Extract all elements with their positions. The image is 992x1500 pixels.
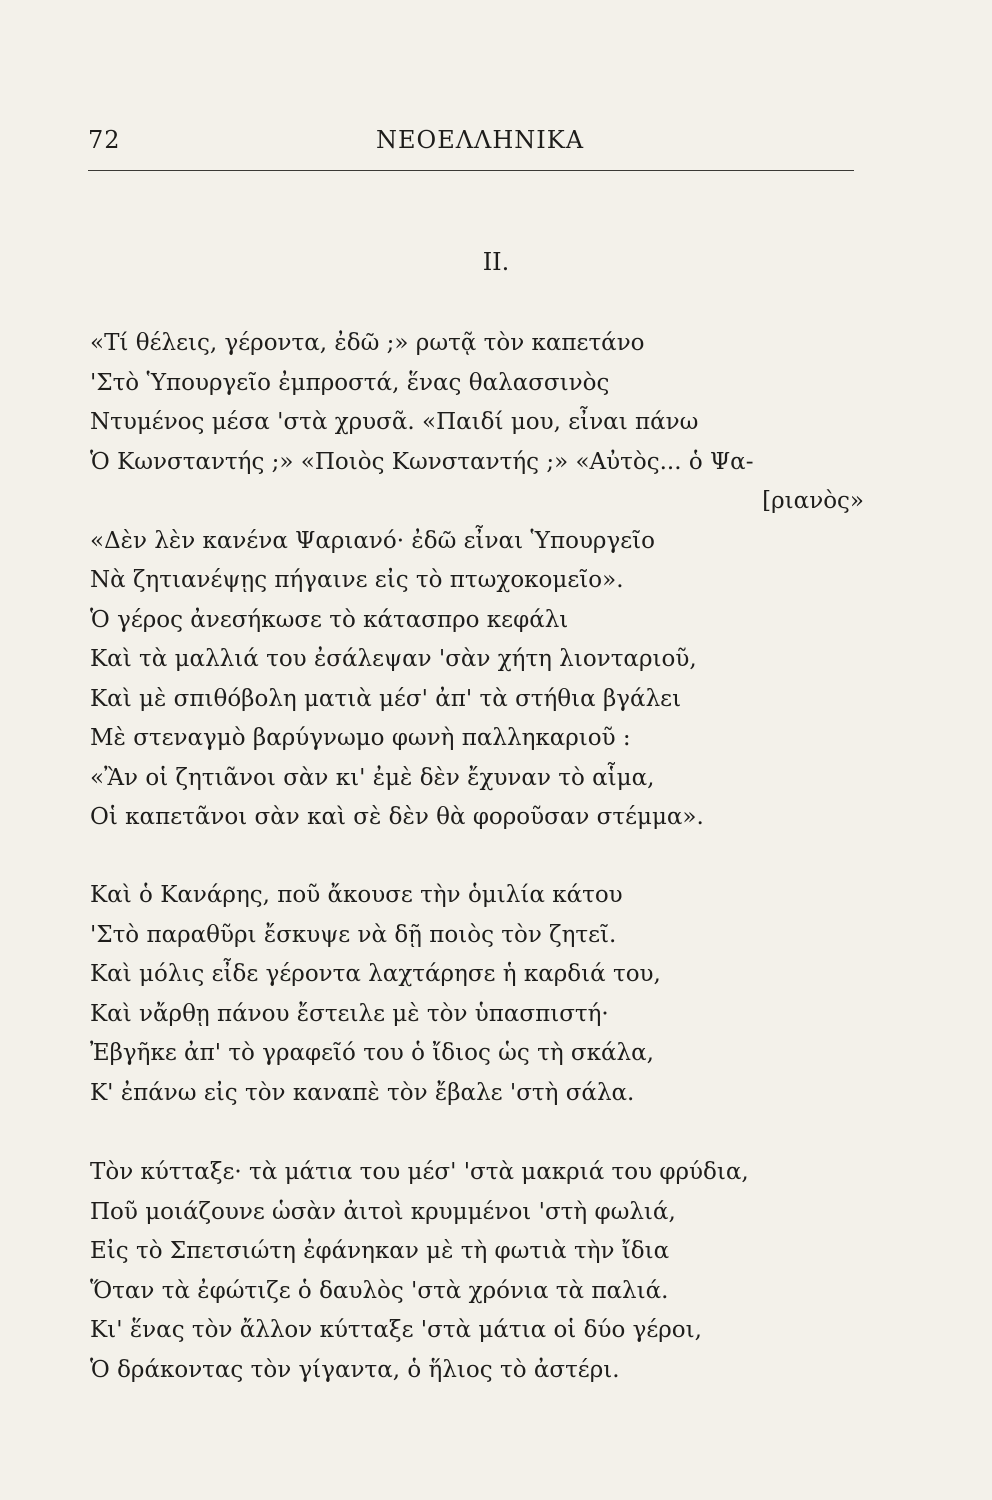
verse-line: Καὶ μόλις εἶδε γέροντα λαχτάρησε ἡ καρδιά του, <box>90 961 661 987</box>
page-header <box>88 126 868 166</box>
stanza <box>90 876 870 1113</box>
verse-line: «Ἂν οἱ ζητιᾶνοι σὰν κι' ἐμὲ δὲν ἔχυναν τὸ αἷμα, <box>90 764 655 791</box>
verse-line: Εἰς τὸ Σπετσιώτη ἐφάνηκαν μὲ τὴ φωτιὰ τὴν ἴδια <box>90 1238 670 1264</box>
verse-line: Μὲ στεναγμὸ βαρύγνωμο φωνὴ παλληκαριοῦ : <box>90 725 631 751</box>
verse-line: Ὁ δράκοντας τὸν γίγαντα, ὁ ἥλιος τὸ ἀστέρι. <box>90 1356 620 1383</box>
stanza <box>90 324 870 838</box>
running-title: ΝΕΟΕΛΛΗΝΙΚΑ <box>376 126 585 154</box>
header-rule <box>88 170 854 171</box>
verse-line: Ντυμένος μέσα 'στὰ χρυσᾶ. «Παιδί μου, εἶναι πάνω <box>90 409 699 435</box>
verse-line: Καὶ νἄρθῃ πάνου ἔστειλε μὲ τὸν ὑπασπιστή· <box>90 1000 609 1027</box>
verse-line: Ὁ γέρος ἀνεσήκωσε τὸ κάτασπρο κεφάλι <box>90 606 569 633</box>
stanza <box>90 1153 870 1390</box>
verse-line: Τὸν κύτταξε· τὰ μάτια του μέσ' 'στὰ μακριά του φρύδια, <box>90 1159 749 1185</box>
verse-line: Ὅταν τὰ ἐφώτιζε ὁ δαυλὸς 'στὰ χρόνια τὰ παλιά. <box>90 1277 669 1304</box>
verse-line: 'Στὸ Ὑπουργεῖο ἐμπροστά, ἕνας θαλασσινὸς <box>90 369 610 396</box>
verse-line: Καὶ τὰ μαλλιά του ἐσάλεψαν 'σὰν χήτη λιονταριοῦ, <box>90 646 697 672</box>
verse-line: Κι' ἕνας τὸν ἄλλον κύτταξε 'στὰ μάτια οἱ δύο γέροι, <box>90 1317 702 1343</box>
verse-line: «Δὲν λὲν κανένα Ψαριανό· ἐδῶ εἶναι Ὑπουργεῖο <box>90 527 655 554</box>
verse-line: Ποῦ μοιάζουνε ὡσὰν ἀιτοὶ κρυμμένοι 'στὴ φωλιά, <box>90 1198 676 1225</box>
verse-line: «Τί θέλεις, γέροντα, ἐδῶ ;» ρωτᾷ τὸν καπετάνο <box>90 330 645 356</box>
verse-line: Κ' ἐπάνω εἰς τὸν καναπὲ τὸν ἔβαλε 'στὴ σάλα. <box>90 1079 635 1106</box>
page-number: 72 <box>88 126 121 154</box>
verse-turnover: [ριανὸς» <box>762 488 864 514</box>
verse-line: Ὁ Κωνσταντής ;» «Ποιὸς Κωνσταντής ;» «Αὐτὸς... ὁ Ψα- <box>90 448 754 475</box>
verse-line: Ἐβγῆκε ἀπ' τὸ γραφεῖό του ὁ ἴδιος ὡς τὴ σκάλα, <box>90 1040 654 1066</box>
verse-line: Καὶ ὁ Κανάρης, ποῦ ἄκουσε τὴν ὁμιλία κάτου <box>90 882 623 908</box>
verse-line: Καὶ μὲ σπιθόβολη ματιὰ μέσ' ἀπ' τὰ στήθια βγάλει <box>90 685 682 712</box>
verse-line: Οἱ καπετᾶνοι σὰν καὶ σὲ δὲν θὰ φοροῦσαν στέμμα». <box>90 804 704 830</box>
verse-line: 'Στὸ παραθῦρι ἔσκυψε νὰ δῇ ποιὸς τὸν ζητεῖ. <box>90 921 617 948</box>
verse-line: Νὰ ζητιανέψῃς πήγαινε εἰς τὸ πτωχοκομεῖο». <box>90 567 624 593</box>
section-number: II. <box>482 248 510 276</box>
